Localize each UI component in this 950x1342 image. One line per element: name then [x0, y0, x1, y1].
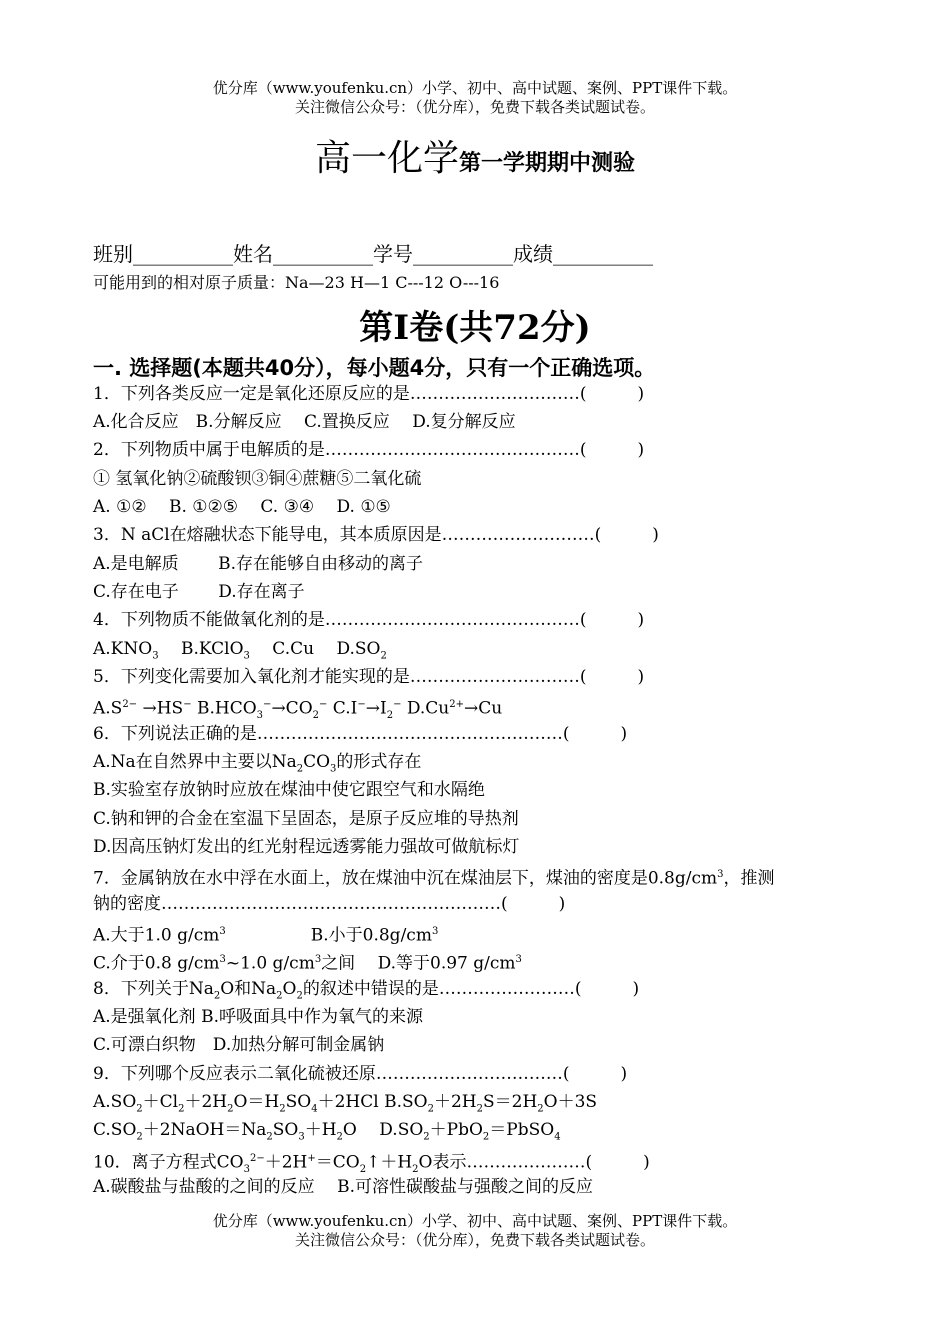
footer-line-1: 优分库（www.youfenku.cn）小学、初中、高中试题、案例、PPT课件下载。: [212, 1212, 738, 1230]
q8-options-ab: A.是强氧化剂 B.呼吸面具中作为氧气的来源: [93, 1007, 423, 1027]
q6-option-c: C.钠和钾的合金在室温下呈固态，是原子反应堆的导热剂: [93, 809, 519, 829]
q5-options: $A.S^{2-} \to HS^-$ $B.HCO_3^-\to CO_2^-$ $C.I^-\to I_2^-$ $D.Cu^{2+}\to Cu$: [93, 698, 503, 722]
q6-option-d: D.因高压钠灯发出的红光射程远透雾能力强故可做航标灯: [93, 837, 520, 857]
question-2: 2．下列物质中属于电解质的是………………………………………( ): [93, 440, 645, 460]
question-7: 7．金属钠放在水中浮在水面上，放在煤油中沉在煤油层下，煤油的密度是$0.8g/cm^3$，推测: [93, 868, 775, 889]
q3-options-cd: C.存在电子 D.存在离子: [93, 582, 305, 602]
q1-options: A.化合反应 B.分解反应 C.置换反应 D.复分解反应: [93, 412, 516, 432]
volume-heading: 第Ⅰ卷(共72分): [359, 308, 591, 348]
student-info-line: 班别__________姓名__________学号__________成绩__________: [93, 242, 653, 266]
q9-options-cd: $C.SO_2+2NaOH=Na_2SO_3+H_2O$ $D.SO_2+PbO_2=PbSO_4$: [93, 1120, 561, 1143]
section-heading: 一. 选择题(本题共40分），每小题4分，只有一个正确选项。: [93, 356, 656, 380]
footer-line-2: 关注微信公众号：（优分库），免费下载各类试题试卷。: [294, 1231, 655, 1249]
title-main: 高一化学: [314, 138, 459, 179]
question-7-cont: 钠的密度……………………………………………………( ): [93, 894, 566, 914]
q7-options-ab: A.大于1.0 $g/cm^3$ B.小于$0.8g/cm^3$: [93, 925, 439, 946]
header-line-1: 优分库（www.youfenku.cn）小学、初中、高中试题、案例、PPT课件下载。: [212, 79, 738, 97]
q8-options-cd: C.可漂白织物 D.加热分解可制金属钠: [93, 1035, 385, 1055]
question-10: 10．离子方程式$CO_3^{2-}+2H^+=CO_2↑+H_2O$表示…………………( ): [93, 1152, 650, 1176]
question-1: 1．下列各类反应一定是氧化还原反应的是…………………………( ): [93, 384, 645, 404]
q4-options: $A.KNO_3$ B.KClO$_3$ C.Cu $D.SO_2$: [93, 639, 387, 662]
q7-options-cd: C.介于0.8 $g/cm^3\sim 1.0$ $g/cm^3$之间 D.等于0.97 $g/cm^3$: [93, 953, 522, 974]
question-3: 3．N aCl在熔融状态下能导电，其本质原因是………………………( ): [93, 525, 659, 545]
title-sub: 第一学期期中测验: [459, 151, 636, 176]
q6-option-a: A.Na在自然界中主要以$Na_2CO_3$的形式存在: [93, 752, 422, 775]
question-9: 9．下列哪个反应表示二氧化硫被还原……………………………( ): [93, 1064, 628, 1084]
q9-options-ab: $A.SO_2+Cl_2+2H_2O=H_2SO_4+2HCl$ $B.SO_2+2H_2S=2H_2O+3S$: [93, 1092, 598, 1115]
header-line-2: 关注微信公众号：（优分库），免费下载各类试题试卷。: [294, 98, 655, 116]
q2-options: A. ①② B. ①②⑤ C. ③④ D. ①⑤: [93, 497, 391, 517]
atomic-mass-line: 可能用到的相对原子质量：Na—23 H—1 C---12 O---16: [93, 273, 500, 292]
q6-option-b: B.实验室存放钠时应放在煤油中使它跟空气和水隔绝: [93, 780, 485, 800]
question-8: 8．下列关于$Na_2O$和$Na_2O_2$的叙述中错误的是……………………( ): [93, 979, 640, 1002]
q3-options-ab: A.是电解质 B.存在能够自由移动的离子: [93, 554, 423, 574]
page-title: [0, 130, 950, 181]
question-4: 4．下列物质不能做氧化剂的是………………………………………( ): [93, 610, 645, 630]
q10-options-ab: A.碳酸盐与盐酸的之间的反应 B.可溶性碳酸盐与强酸之间的反应: [93, 1177, 593, 1197]
question-6: 6．下列说法正确的是………………………………………………( ): [93, 724, 628, 744]
q2-items: ① 氢氧化钠②硫酸钡③铜④蔗糖⑤二氧化硫: [93, 469, 422, 489]
question-5: 5．下列变化需要加入氧化剂才能实现的是…………………………( ): [93, 667, 645, 687]
